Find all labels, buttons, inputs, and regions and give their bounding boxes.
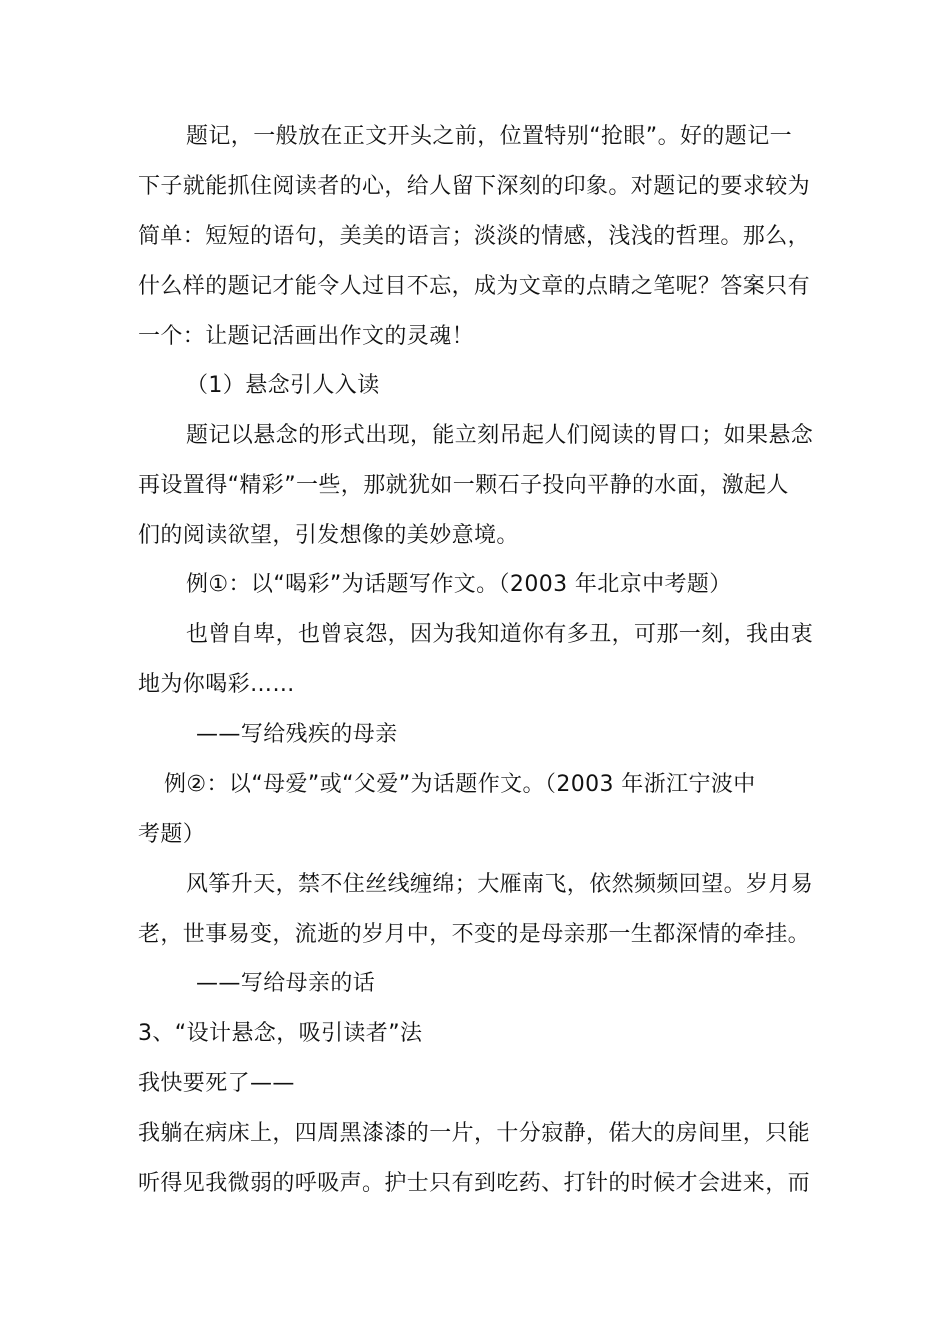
paragraph-intro-line: 一个：让题记活画出作文的灵魂！ — [138, 324, 475, 349]
story-line: 听得见我微弱的呼吸声。护士只有到吃药、打针的时候才会进来，而 — [138, 1171, 811, 1196]
section-3-heading: 3、“设计悬念，吸引读者”法 — [138, 1021, 423, 1046]
example-1-text: 也曾自卑，也曾哀怨，因为我知道你有多丑，可那一刻，我由衷 — [186, 622, 814, 647]
story-line: 我快要死了—— — [138, 1071, 295, 1096]
example-1-text: 地为你喝彩…… — [138, 672, 295, 697]
paragraph-suspense-line: 再设置得“精彩”一些，那就犹如一颗石子投向平静的水面，激起人 — [138, 473, 789, 498]
paragraph-intro-line: 什么样的题记才能令人过目不忘，成为文章的点睛之笔呢？答案只有 — [138, 274, 811, 299]
example-2-heading: 考题） — [138, 822, 206, 847]
paragraph-intro-line: 简单：短短的语句，美美的语言；淡淡的情感，浅浅的哲理。那么， — [138, 224, 811, 249]
example-2-text: 老，世事易变，流逝的岁月中，不变的是母亲那一生都深情的牵挂。 — [138, 922, 811, 947]
paragraph-suspense-line: 题记以悬念的形式出现，能立刻吊起人们阅读的胃口；如果悬念 — [186, 423, 814, 448]
paragraph-intro-line: 题记，一般放在正文开头之前，位置特别“抢眼”。好的题记一 — [186, 124, 792, 149]
example-2-heading: 例②：以“母爱”或“父爱”为话题作文。（2003 年浙江宁波中 — [164, 772, 756, 797]
example-2-text: 风筝升天，禁不住丝线缠绵；大雁南飞，依然频频回望。岁月易 — [186, 872, 814, 897]
story-line: 我躺在病床上，四周黑漆漆的一片，十分寂静，偌大的房间里，只能 — [138, 1121, 811, 1146]
example-1-attribution: ——写给残疾的母亲 — [196, 722, 398, 747]
example-1-heading: 例①：以“喝彩”为话题写作文。（2003 年北京中考题） — [186, 572, 732, 597]
paragraph-suspense-line: 们的阅读欲望，引发想像的美妙意境。 — [138, 523, 519, 548]
section-heading: （1）悬念引人入读 — [186, 373, 380, 398]
example-2-attribution: ——写给母亲的话 — [196, 971, 376, 996]
paragraph-intro-line: 下子就能抓住阅读者的心，给人留下深刻的印象。对题记的要求较为 — [138, 174, 811, 199]
